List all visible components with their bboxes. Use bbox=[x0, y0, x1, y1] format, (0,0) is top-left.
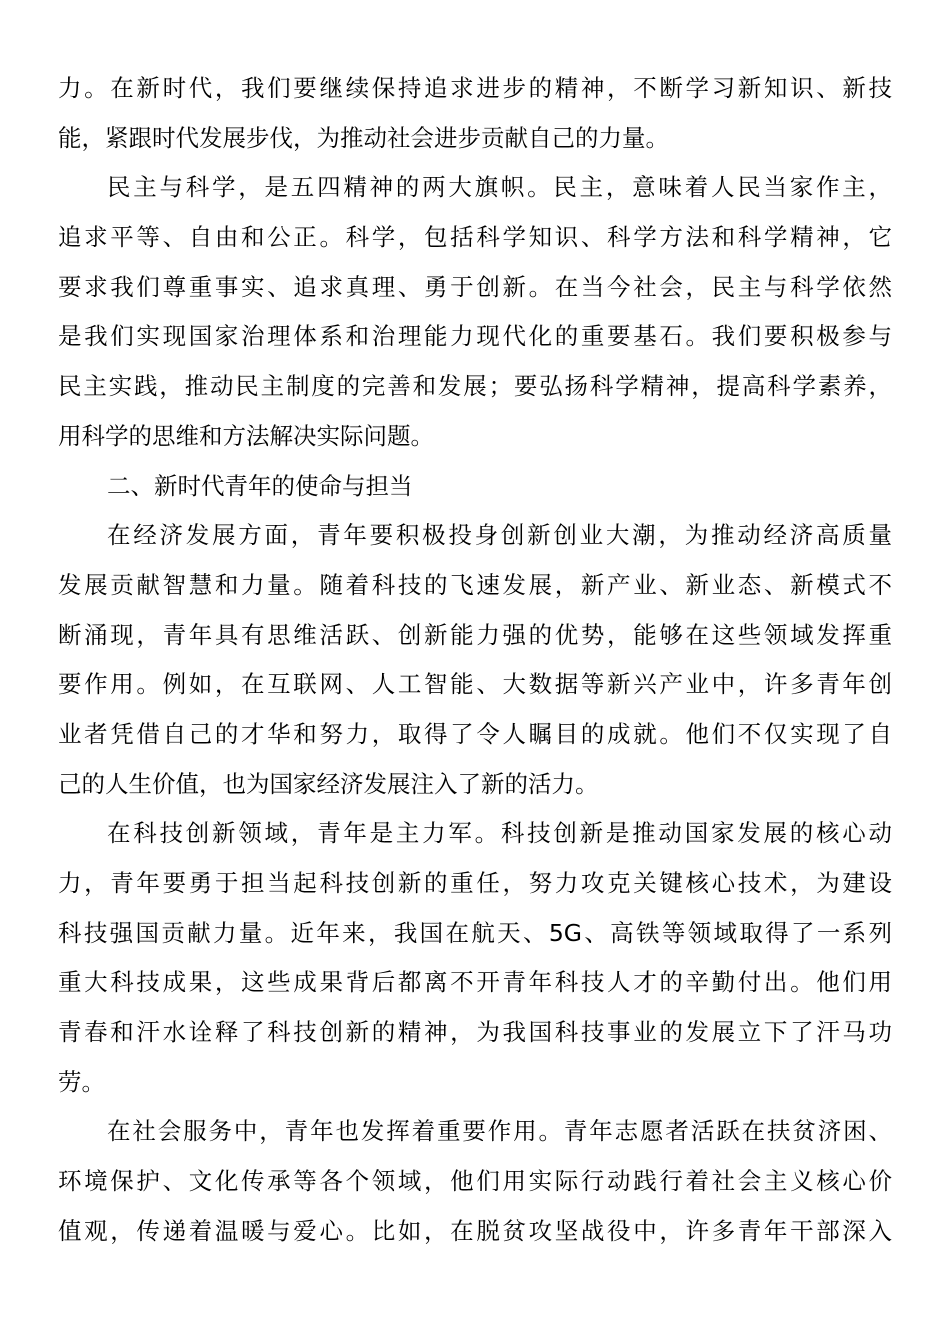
text-line: 要求我们尊重事实、追求真理、勇于创新。在当今社会，民主与科学依然 bbox=[58, 272, 892, 301]
text-line: 劳。 bbox=[58, 1067, 105, 1096]
text-line: 二、新时代青年的使命与担当 bbox=[107, 471, 413, 500]
text-line: 科技强国贡献力量。近年来，我国在航天、5G、高铁等领域取得了一系列 bbox=[58, 918, 892, 947]
text-line: 力。在新时代，我们要继续保持追求进步的精神，不断学习新知识、新技 bbox=[58, 74, 892, 102]
body-text bbox=[58, 64, 892, 1257]
text-line: 民主与科学，是五四精神的两大旗帜。民主，意味着人民当家作主， bbox=[107, 173, 892, 202]
text-line: 己的人生价值，也为国家经济发展注入了新的活力。 bbox=[58, 769, 599, 798]
text-line: 在社会服务中，青年也发挥着重要作用。青年志愿者活跃在扶贫济困、 bbox=[107, 1117, 892, 1146]
text-line: 青春和汗水诠释了科技创新的精神，为我国科技事业的发展立下了汗马功 bbox=[58, 1018, 892, 1047]
text-line: 重大科技成果，这些成果背后都离不开青年科技人才的辛勤付出。他们用 bbox=[58, 968, 892, 997]
text-line: 业者凭借自己的才华和努力，取得了令人瞩目的成就。他们不仅实现了自 bbox=[58, 719, 892, 748]
text-line: 要作用。例如，在互联网、人工智能、大数据等新兴产业中，许多青年创 bbox=[58, 670, 892, 699]
text-line: 在经济发展方面，青年要积极投身创新创业大潮，为推动经济高质量 bbox=[107, 521, 892, 550]
text-line: 用科学的思维和方法解决实际问题。 bbox=[58, 421, 434, 450]
text-line: 能，紧跟时代发展步伐，为推动社会进步贡献自己的力量。 bbox=[58, 123, 669, 152]
text-line: 在科技创新领域，青年是主力军。科技创新是推动国家发展的核心动 bbox=[107, 819, 892, 848]
text-line: 断涌现，青年具有思维活跃、创新能力强的优势，能够在这些领域发挥重 bbox=[58, 620, 892, 649]
text-line: 民主实践，推动民主制度的完善和发展；要弘扬科学精神，提高科学素养， bbox=[58, 372, 892, 401]
text-line: 环境保护、文化传承等各个领域，他们用实际行动践行着社会主义核心价 bbox=[58, 1167, 892, 1196]
text-line: 值观，传递着温暖与爱心。比如，在脱贫攻坚战役中，许多青年干部深入 bbox=[58, 1216, 892, 1245]
text-line: 发展贡献智慧和力量。随着科技的飞速发展，新产业、新业态、新模式不 bbox=[58, 570, 892, 599]
text-line: 是我们实现国家治理体系和治理能力现代化的重要基石。我们要积极参与 bbox=[58, 322, 892, 351]
text-line: 力，青年要勇于担当起科技创新的重任，努力攻克关键核心技术，为建设 bbox=[58, 869, 892, 897]
text-line: 追求平等、自由和公正。科学，包括科学知识、科学方法和科学精神，它 bbox=[58, 223, 892, 252]
